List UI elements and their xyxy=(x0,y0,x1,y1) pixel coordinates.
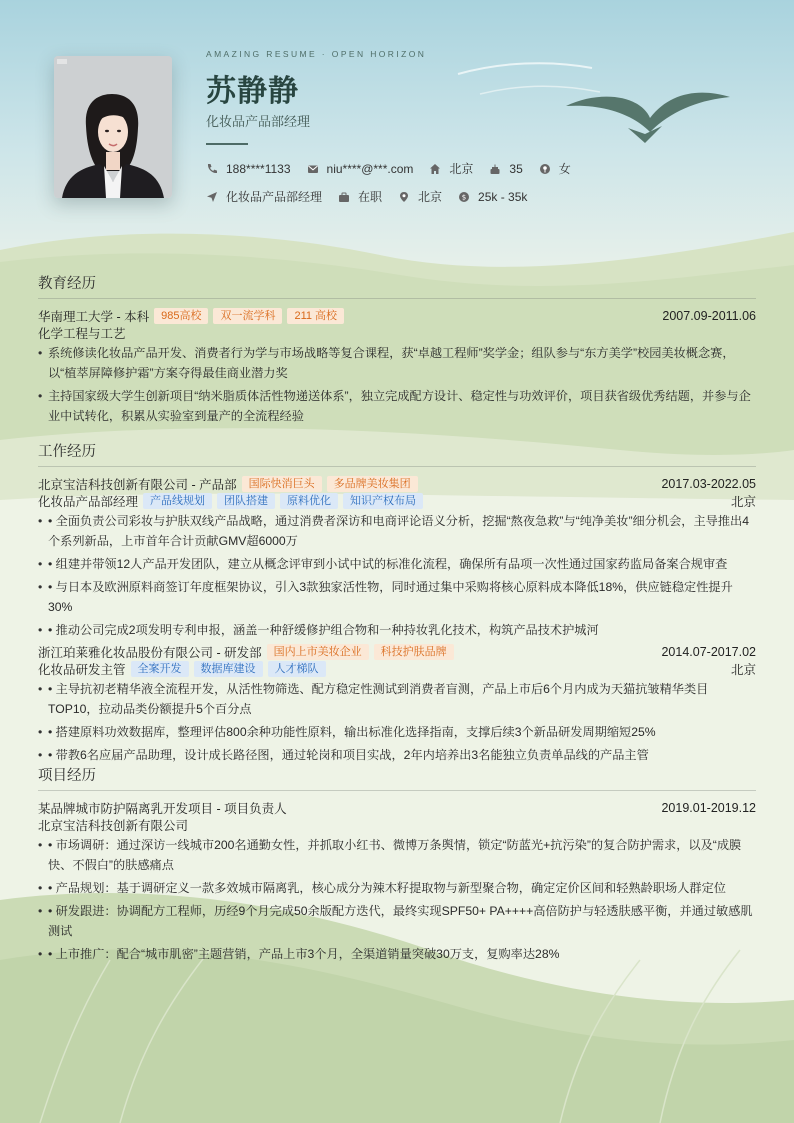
work-title: 工作经历 xyxy=(38,440,756,467)
project-bullet: • • 产品规划：基于调研定义一款多效城市隔离乳，核心成分为辣木籽提取物与新型聚合物，确定定价区间和轻熟龄职场人群定位 xyxy=(38,878,756,898)
project-name: 某品牌城市防护隔离乳开发项目 - 项目负责人 xyxy=(38,801,287,816)
phone-text: 188****1133 xyxy=(226,161,291,176)
gender-item xyxy=(539,160,571,177)
title-divider xyxy=(206,143,248,145)
school-tag: 双一流学科 xyxy=(213,308,282,324)
avatar xyxy=(54,56,172,198)
contact-row-1 xyxy=(206,160,587,177)
role-row xyxy=(38,492,756,509)
job-entry xyxy=(38,475,756,640)
money-icon xyxy=(458,191,470,203)
target-city-text: 北京 xyxy=(418,190,443,204)
age-text: 35 xyxy=(509,161,523,176)
cake-icon xyxy=(489,163,501,175)
school-tag: 211 高校 xyxy=(287,308,344,324)
major-name: 化学工程与工艺 xyxy=(38,326,126,341)
project-entry xyxy=(38,799,756,964)
company-name: 北京宝洁科技创新有限公司 - 产品部 xyxy=(38,477,237,492)
education-bullets xyxy=(38,343,756,426)
job-period: 2017.03-2022.05 xyxy=(661,476,756,491)
project-bullets xyxy=(38,835,756,964)
role-tag: 知识产权布局 xyxy=(343,493,423,509)
location-icon xyxy=(398,191,410,203)
job-bullet: • • 全面负责公司彩妆与护肤双线产品战略，通过消费者深访和电商评论语义分析，挖掘“熬夜急救”与“纯净美妆”细分机会，主导推出4个系列新品，上市首年合计贡献GMV超6000万 xyxy=(38,511,756,551)
home-city-text: 北京 xyxy=(449,162,474,176)
job-header-row xyxy=(38,643,756,660)
education-entry xyxy=(38,307,756,426)
project-header-row xyxy=(38,799,756,816)
email-item xyxy=(307,162,414,176)
job-title: 化妆品产品部经理 xyxy=(206,114,311,129)
role-name: 化妆品研发主管 xyxy=(38,662,126,677)
target-position-text: 化妆品产品部经理 xyxy=(226,190,323,204)
project-company-row xyxy=(38,816,756,833)
job-bullets xyxy=(38,511,756,640)
project-bullet: • • 上市推广：配合“城市肌密”主题营销，产品上市3个月，全渠道销量突破30万支，复购率达28% xyxy=(38,944,756,964)
education-header-row xyxy=(38,307,756,324)
tagline: AMAZING RESUME · OPEN HORIZON xyxy=(206,49,427,59)
contact-row-2 xyxy=(206,188,543,205)
role-tag: 人才梯队 xyxy=(268,661,326,677)
role-tag: 全案开发 xyxy=(131,661,189,677)
role-name: 化妆品产品部经理 xyxy=(38,494,139,509)
job-city: 北京 xyxy=(730,662,756,677)
role-tag: 团队搭建 xyxy=(217,493,275,509)
company-tag: 科技护肤品牌 xyxy=(374,644,454,660)
company-tag: 多品牌美妆集团 xyxy=(327,476,418,492)
age-item xyxy=(489,162,522,176)
target-position-item xyxy=(206,188,322,205)
job-bullet: • • 推动公司完成2项发明专利申报，涵盖一种舒缓修护组合物和一种持妆乳化技术，构筑产品技术护城河 xyxy=(38,620,756,640)
project-title: 项目经历 xyxy=(38,764,756,791)
education-period: 2007.09-2011.06 xyxy=(662,308,756,323)
role-tag: 原料优化 xyxy=(280,493,338,509)
role-tag: 产品线规划 xyxy=(143,493,212,509)
job-bullets xyxy=(38,679,756,765)
education-bullet: • 主持国家级大学生创新项目“纳米脂质体活性物递送体系”，独立完成配方设计、稳定性与功效评价，项目获省级优秀结题，并参与企业中试转化，积累从实验室到量产的全流程经验 xyxy=(38,386,756,426)
phone-icon xyxy=(206,163,218,175)
project-bullet: • • 市场调研：通过深访一线城市200名通勤女性，并抓取小红书、微博万条舆情，锁定“防蓝光+抗污染”的复合防护需求，以及“成膜快、不假白”的肤感痛点 xyxy=(38,835,756,875)
project-period: 2019.01-2019.12 xyxy=(661,800,756,815)
phone-item xyxy=(206,162,291,176)
candidate-name: 苏静静 xyxy=(206,75,299,108)
company-name: 浙江珀莱雅化妆品股份有限公司 - 研发部 xyxy=(38,645,262,660)
job-bullet: • • 带教6名应届产品助理，设计成长路径图，通过轮岗和项目实战，2年内培养出3名能独立负责单品线的产品主管 xyxy=(38,745,756,765)
company-tag: 国际快消巨头 xyxy=(242,476,322,492)
job-status-text: 在职 xyxy=(358,190,383,204)
school-name: 华南理工大学 - 本科 xyxy=(38,309,150,324)
salary-item xyxy=(458,190,527,204)
status-icon xyxy=(338,191,350,203)
role-tag: 数据库建设 xyxy=(194,661,263,677)
company-tag: 国内上市美妆企业 xyxy=(267,644,369,660)
job-bullet: • • 与日本及欧洲原料商签订年度框架协议，引入3款独家活性物，同时通过集中采购将核心原料成本降低18%，供应链稳定性提升30% xyxy=(38,577,756,617)
job-bullet: • • 搭建原料功效数据库，整理评估800余种功能性原料，输出标准化选择指南，支撑后续3个新品研发周期缩短25% xyxy=(38,722,756,742)
project-bullet: • • 研发跟进：协调配方工程师，历经9个月完成50余版配方迭代，最终实现SPF50+ PA++++高倍防护与轻透肤感平衡，并通过敏感肌测试 xyxy=(38,901,756,941)
salary-text: 25k - 35k xyxy=(478,189,528,204)
gender-text: 女 xyxy=(558,162,571,176)
project-section xyxy=(38,764,756,967)
project-company: 北京宝洁科技创新有限公司 xyxy=(38,818,189,833)
job-header-row xyxy=(38,475,756,492)
gender-icon xyxy=(539,163,551,175)
role-row xyxy=(38,660,756,677)
work-section xyxy=(38,440,756,768)
school-tag: 985高校 xyxy=(154,308,208,324)
education-section xyxy=(38,272,756,429)
education-title: 教育经历 xyxy=(38,272,756,299)
education-bullet: • 系统修读化妆品产品开发、消费者行为学与市场战略等复合课程，获“卓越工程师”奖学金；组队参与“东方美学”校园美妆概念赛，以“植萃屏障修护霜”方案夺得最佳商业潜力奖 xyxy=(38,343,756,383)
send-icon xyxy=(206,191,218,203)
job-city: 北京 xyxy=(730,494,756,509)
job-entry xyxy=(38,643,756,765)
major-row xyxy=(38,324,756,341)
svg-text:$: $ xyxy=(461,193,467,202)
job-bullet: • • 组建并带领12人产品开发团队，建立从概念评审到小试中试的标准化流程，确保所有品项一次性通过国家药监局备案合规审查 xyxy=(38,554,756,574)
home-icon xyxy=(429,163,441,175)
target-city-item xyxy=(398,188,442,205)
home-city-item xyxy=(429,160,473,177)
job-period: 2014.07-2017.02 xyxy=(661,644,756,659)
email-text: niu****@***.com xyxy=(326,161,414,176)
job-status-item xyxy=(338,188,382,205)
job-bullet: • • 主导抗初老精华液全流程开发，从活性物筛选、配方稳定性测试到消费者盲测，产品上市后6个月内成为天猫抗皱精华类目TOP10，拉动品类份额提升5个百分点 xyxy=(38,679,756,719)
mail-icon xyxy=(307,163,319,175)
